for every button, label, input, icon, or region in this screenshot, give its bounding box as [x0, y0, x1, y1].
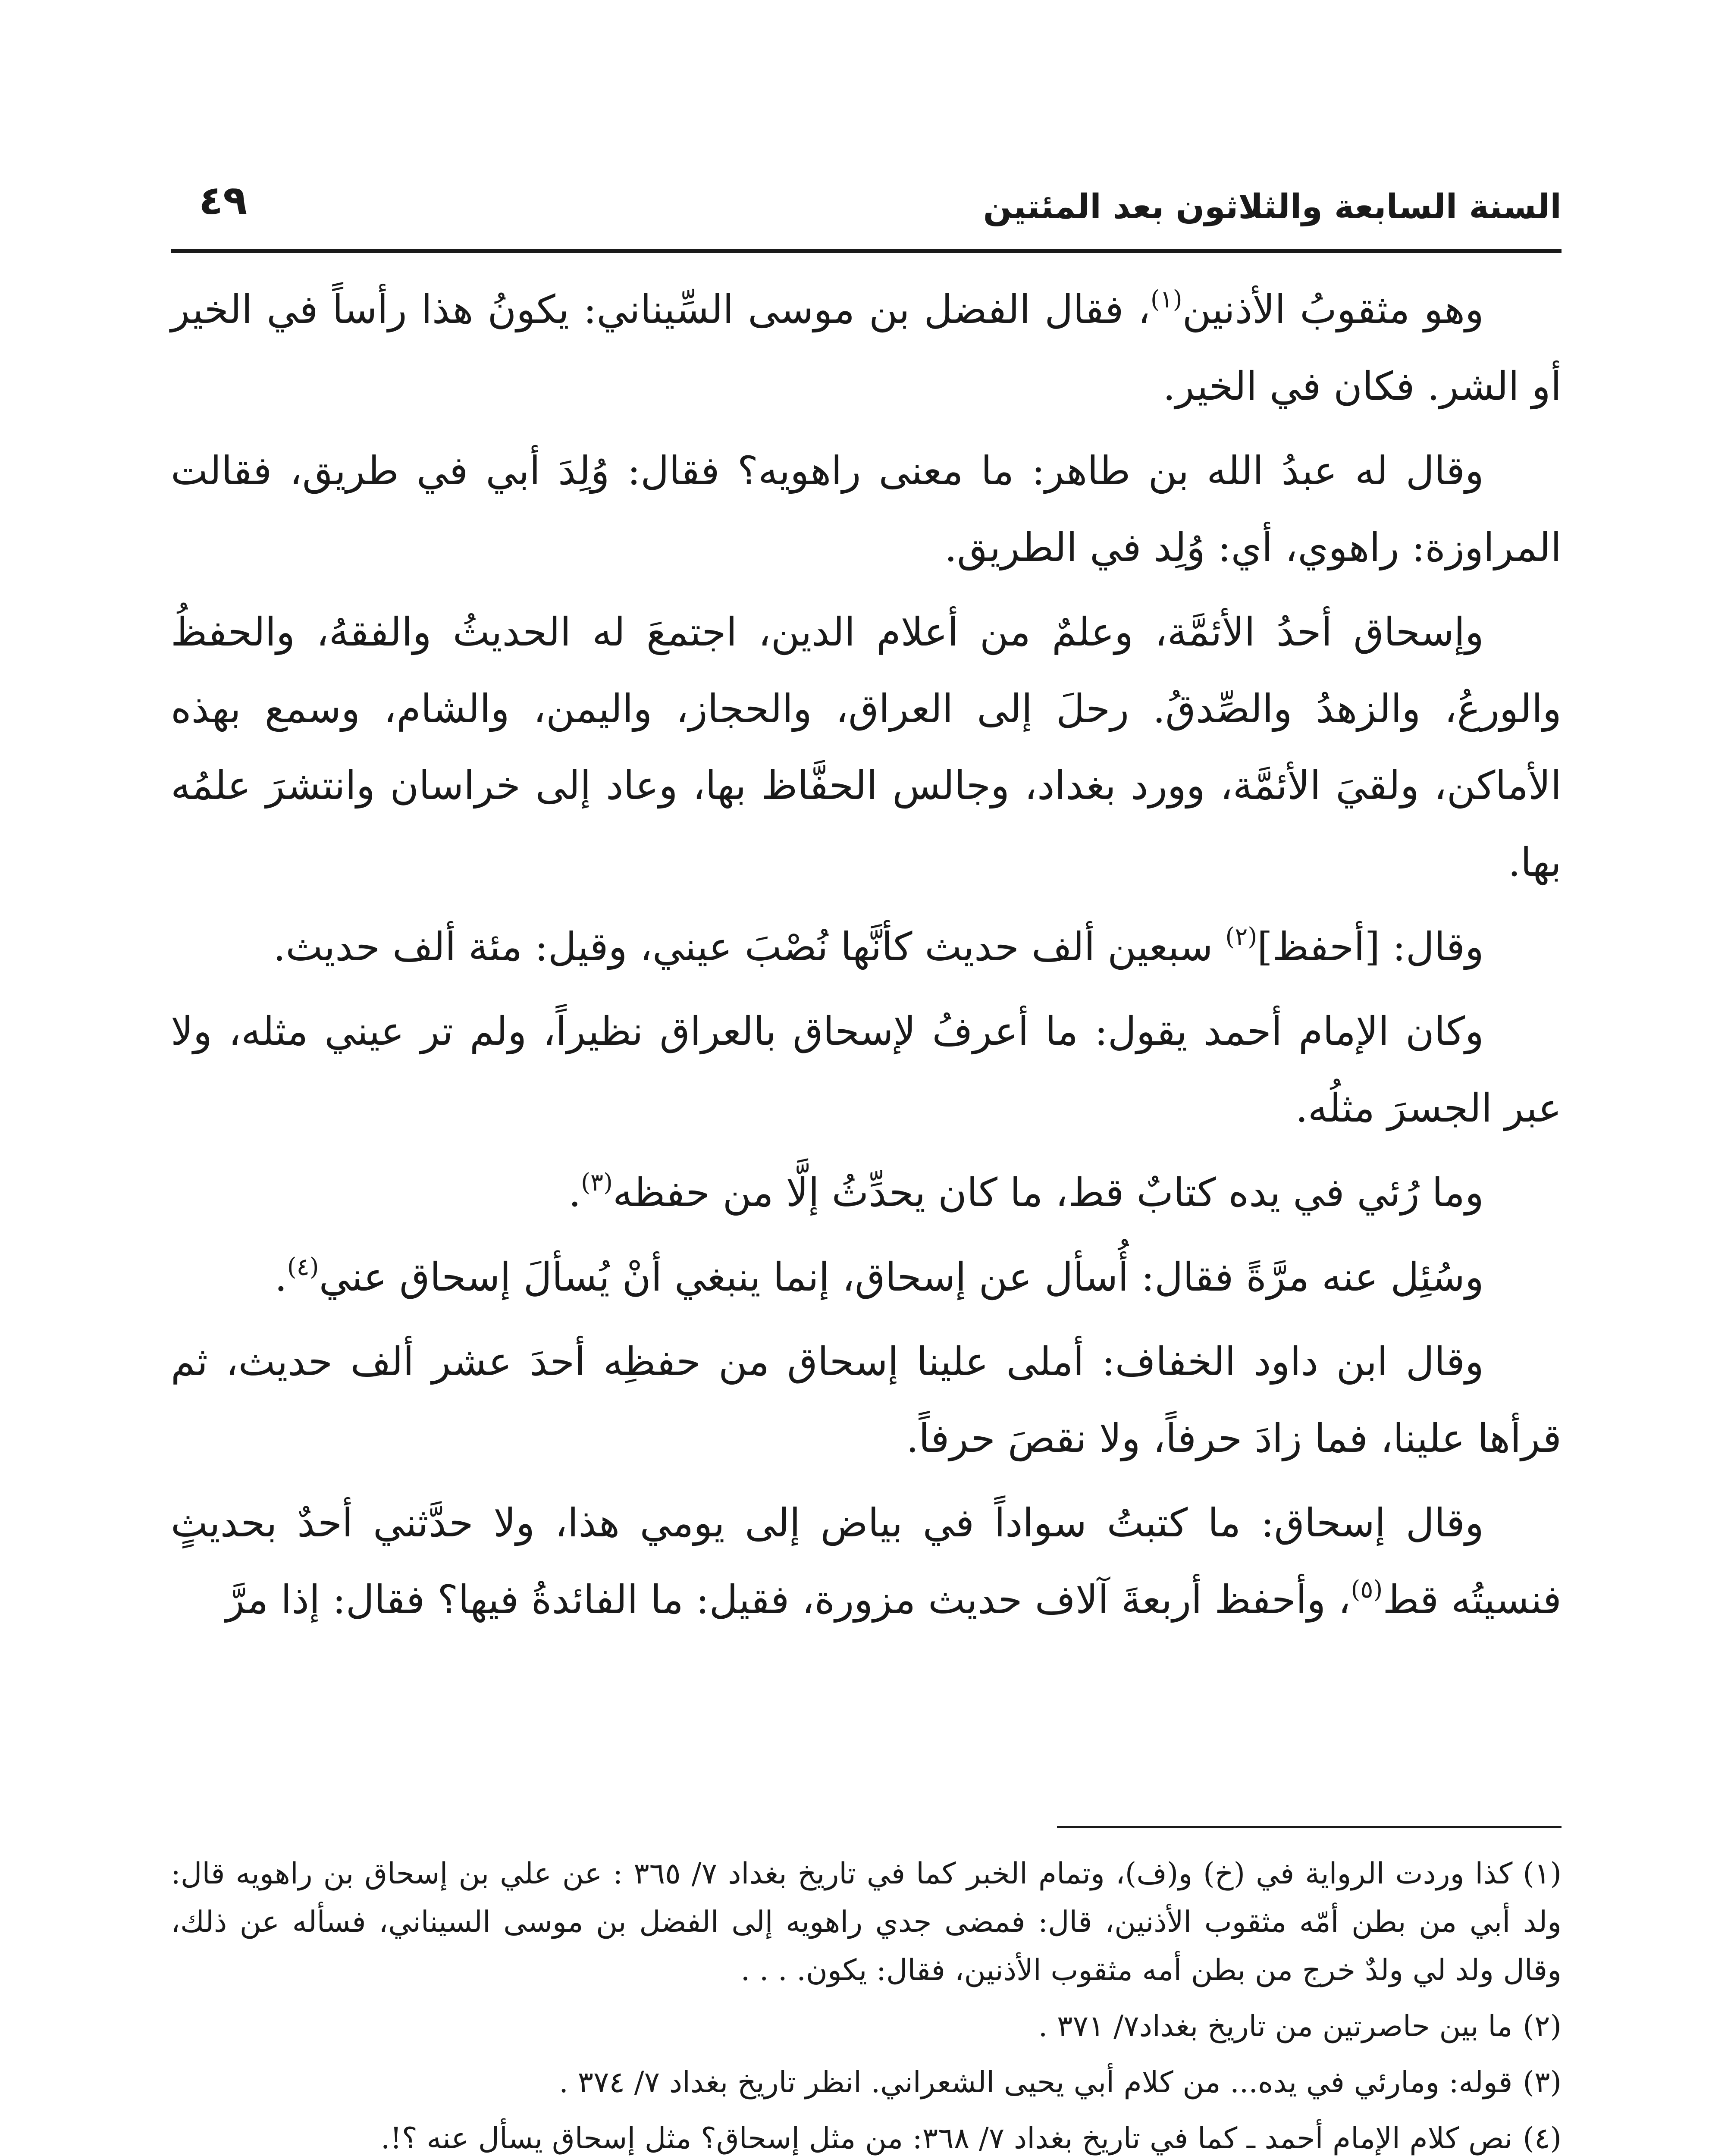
footnote-2	[171, 2002, 1562, 2051]
paragraph-text: وسُئِل عنه مرَّةً فقال: أُسأل عن إسحاق، إنما ينبغي أنْ يُسألَ إسحاق عني	[319, 1255, 1484, 1300]
footnote-separator	[1057, 1826, 1562, 1828]
footnote-text: ما بين حاصرتين من تاريخ بغداد٧/ ٣٧١ .	[1038, 2009, 1513, 2043]
footnote-text: قوله: ومارئي في يده... من كلام أبي يحيى الشعراني. انظر تاريخ بغداد ٧/ ٣٧٤ .	[559, 2065, 1513, 2100]
page-number: ٤٩	[199, 177, 248, 223]
page-header	[182, 170, 1562, 244]
paragraph-4	[171, 909, 1562, 986]
paragraph-text: وقال له عبدُ الله بن طاهر: ما معنى راهويه؟ فقال: وُلِدَ أبي في طريق، فقالت المراوزة: راهوي، أي: وُلِد في الطريق.	[171, 448, 1562, 570]
footnote-number: (٢)	[1523, 2009, 1562, 2043]
paragraph-text: وكان الإمام أحمد يقول: ما أعرفُ لإسحاق بالعراق نظيراً، ولم تر عيني مثله، ولا عبر الجسرَ مثلُه.	[171, 1009, 1562, 1131]
paragraph-1	[171, 272, 1562, 425]
paragraph-8	[171, 1324, 1562, 1477]
paragraph-text: وقال: [أحفظ]	[1257, 924, 1484, 970]
paragraph-text: وقال إسحاق: ما كتبتُ سواداً في بياض إلى يومي هذا، ولا حدَّثني أحدٌ بحديثٍ فنسيتُه قط	[171, 1501, 1562, 1623]
paragraph-text: وإسحاق أحدُ الأئمَّة، وعلمٌ من أعلام الدين، اجتمعَ له الحديثُ والفقهُ، والحفظُ والورعُ، والزهدُ والصِّدقُ. رحلَ إلى العراق، والحجاز، واليمن، والشام، وسمع بهذه الأماكن، ولقيَ الأئمَّة، وورد بغداد، وجالس الحفَّاظ بها، وعاد إلى خراسان وانتشرَ علمُه بها.	[171, 610, 1562, 885]
paragraph-text: وما رُئي في يده كتابٌ قط، ما كان يحدِّثُ إلَّا من حفظه	[612, 1170, 1484, 1216]
footnote-marker-1: (١)	[1150, 285, 1182, 313]
running-title: السنة السابعة والثلاثون بعد المئتين	[983, 188, 1562, 226]
footnote-marker-3: (٣)	[581, 1169, 613, 1197]
paragraph-6	[171, 1155, 1562, 1232]
footnote-1	[171, 1850, 1562, 1995]
paragraph-7	[171, 1239, 1562, 1316]
footnote-marker-2: (٢)	[1225, 923, 1257, 951]
header-rule	[171, 249, 1562, 253]
footnotes	[171, 1850, 1562, 2156]
footnote-3	[171, 2059, 1562, 2107]
paragraph-2	[171, 433, 1562, 586]
main-text	[171, 272, 1562, 1646]
paragraph-text: وقال ابن داود الخفاف: أملى علينا إسحاق من حفظِه أحدَ عشر ألف حديث، ثم قرأها علينا، فما زادَ حرفاً، ولا نقصَ حرفاً.	[171, 1339, 1562, 1461]
footnote-number: (٤)	[1523, 2122, 1562, 2156]
paragraph-text: .	[274, 1255, 287, 1300]
paragraph-5	[171, 993, 1562, 1147]
footnote-marker-4: (٤)	[287, 1253, 319, 1281]
paragraph-9	[171, 1485, 1562, 1639]
footnote-number: (١)	[1523, 1857, 1562, 1891]
paragraph-3	[171, 594, 1562, 901]
paragraph-text: وهو مثقوبُ الأذنين	[1182, 287, 1484, 332]
footnote-text: نص كلام الإمام أحمد ـ كما في تاريخ بغداد ٧/ ٣٦٨: من مثل إسحاق؟ مثل إسحاق يسأل عنه ؟!.	[380, 2122, 1513, 2156]
footnote-number: (٣)	[1523, 2065, 1562, 2100]
footnote-4	[171, 2115, 1562, 2156]
paragraph-text: ، وأحفظ أربعةَ آلاف حديث مزورة، فقيل: ما الفائدةُ فيها؟ فقال: إذا مرَّ	[226, 1577, 1351, 1623]
footnote-marker-5: (٥)	[1351, 1576, 1383, 1604]
paragraph-text: ، فقال الفضل بن موسى السِّيناني: يكونُ هذا رأساً في الخير أو الشر. فكان في الخير.	[171, 287, 1562, 409]
paragraph-text: سبعين ألف حديث كأنَّها نُصْبَ عيني، وقيل: مئة ألف حديث.	[273, 924, 1226, 970]
paragraph-text: .	[568, 1170, 581, 1216]
footnote-text: كذا وردت الرواية في (خ) و(ف)، وتمام الخبر كما في تاريخ بغداد ٧/ ٣٦٥ : عن علي بن إسحاق بن راهويه قال: ولد أبي من بطن أمّه مثقوب الأذنين، قال: فمضى جدي راهويه إلى الفضل بن موسى السيناني، فسأله عن ذلك، وقال ولد لي ولدٌ خرج من بطن أمه مثقوب الأذنين، فقال: يكون. . . .	[171, 1857, 1562, 1987]
